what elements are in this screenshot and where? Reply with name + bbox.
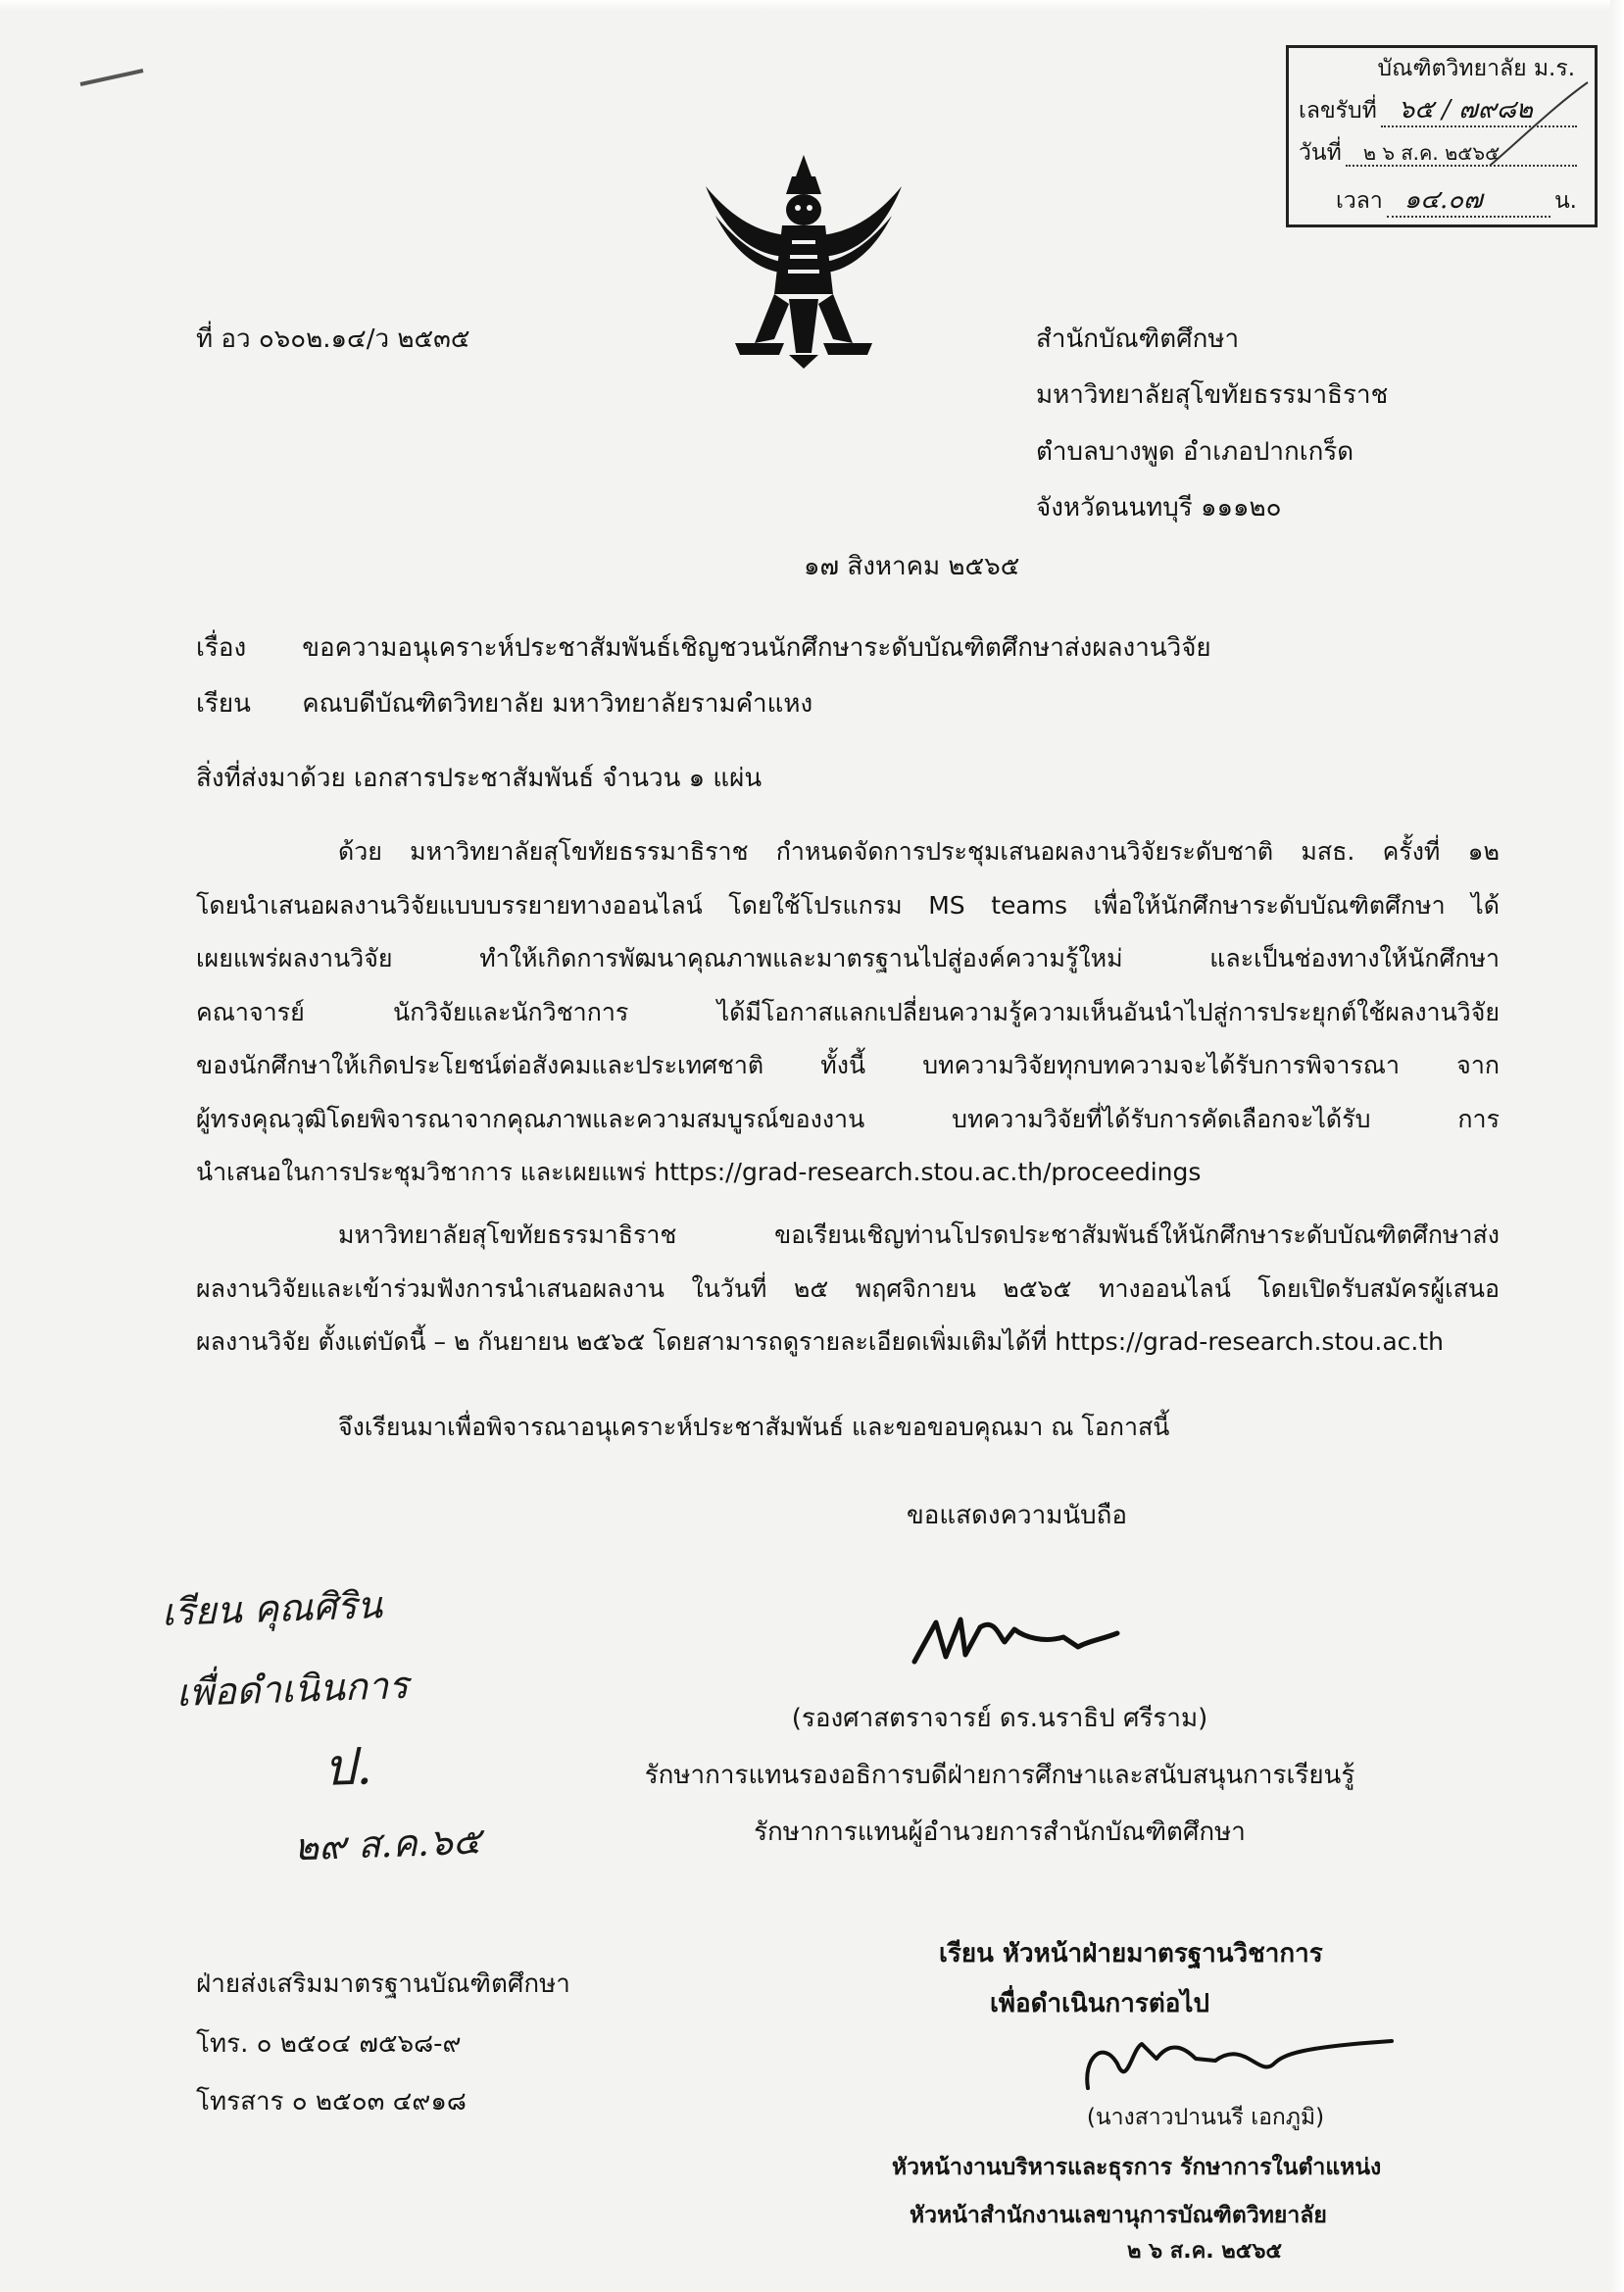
to-text: คณบดีบัณฑิตวิทยาลัย มหาวิทยาลัยรามคำแหง <box>302 689 813 719</box>
contact-department: ฝ่ายส่งเสริมมาตรฐานบัณฑิตศึกษา <box>196 1969 570 1999</box>
enclosure-line: สิ่งที่ส่งมาด้วย เอกสารประชาสัมพันธ์ จำนวน ๑ แผ่น <box>196 764 763 793</box>
staple-mark <box>78 67 147 88</box>
signer-signature <box>907 1608 1122 1676</box>
body-paragraph-2 <box>196 1209 1500 1370</box>
handwritten-note-initial: ป. <box>322 1737 373 1798</box>
closing-phrase: ขอแสดงความนับถือ <box>907 1501 1127 1530</box>
handwritten-note-line-1: เรียน คุณศิริน <box>161 1583 383 1634</box>
endorsement-line-2: เพื่อดำเนินการต่อไป <box>990 1989 1209 2018</box>
para1-line-2: โดยนำเสนอผลงานวิจัยแบบบรรยายทางออนไลน์ โดยใช้โปรแกรม MS teams เพื่อให้นักศึกษาระดับบัณฑิตศึกษา ได้ <box>196 890 1500 920</box>
sender-address-line-4: จังหวัดนนทบุรี ๑๑๑๒๐ <box>1036 493 1282 523</box>
sender-address-line-3: ตำบลบางพูด อำเภอปากเกร็ด <box>1036 437 1354 467</box>
scan-edge-top <box>0 0 1624 10</box>
letter-date: ๑๗ สิงหาคม ๒๕๖๕ <box>804 552 1020 581</box>
reference-number: ที่ อว ๐๖๐๒.๑๔/ว ๒๕๓๕ <box>196 324 470 354</box>
stamp-time-row <box>1336 185 1577 218</box>
body-paragraph-1 <box>196 825 1500 1200</box>
contact-phone: โทร. ๐ ๒๕๐๔ ๗๕๖๘-๙ <box>196 2029 462 2059</box>
closing-paragraph: จึงเรียนมาเพื่อพิจารณาอนุเคราะห์ประชาสัมพันธ์ และขอขอบคุณมา ณ โอกาสนี้ <box>338 1413 1170 1441</box>
stamp-time-value: ๑๔.๐๗ <box>1387 185 1550 218</box>
stamp-date-label: วันที่ <box>1299 140 1342 166</box>
para1-line-3: เผยแพร่ผลงานวิจัย ทำให้เกิดการพัฒนาคุณภาพและมาตรฐานไปสู่องค์ความรู้ใหม่ และเป็นช่องทางให้นักศึกษา <box>196 944 1500 972</box>
subject-line <box>196 627 1211 668</box>
stamp-time-unit: น. <box>1553 188 1577 214</box>
garuda-emblem-icon <box>696 147 911 369</box>
signer-title-1: รักษาการแทนรองอธิการบดีฝ่ายการศึกษาและสนับสนุนการเรียนรู้ <box>644 1761 1355 1790</box>
endorsement-date: ๒ ๖ ส.ค. ๒๕๖๕ <box>1127 2239 1283 2264</box>
endorser-title-2: หัวหน้าสำนักงานเลขานุการบัณฑิตวิทยาลัย <box>910 2203 1327 2228</box>
endorsement-line-1: เรียน หัวหน้าฝ่ายมาตรฐานวิชาการ <box>939 1939 1323 1968</box>
scan-edge-right <box>1610 0 1624 2292</box>
subject-text: ขอความอนุเคราะห์ประชาสัมพันธ์เชิญชวนนักศึกษาระดับบัณฑิตศึกษาส่งผลงานวิจัย <box>302 633 1211 663</box>
receiving-stamp <box>1286 45 1598 227</box>
stamp-title: บัณฑิตวิทยาลัย ม.ร. <box>1377 56 1575 81</box>
to-line <box>196 683 812 723</box>
to-label: เรียน <box>196 689 251 719</box>
endorser-name: (นางสาวปานนรี เอกภูมิ) <box>1086 2105 1325 2130</box>
para2-line-3: ผลงานวิจัย ตั้งแต่บัดนี้ – ๒ กันยายน ๒๕๖๕ โดยสามารถดูรายละเอียดเพิ่มเติมได้ที่ https://grad-research.stou.ac.th <box>196 1327 1444 1356</box>
stamp-time-label: เวลา <box>1336 188 1383 214</box>
para2-line-1: มหาวิทยาลัยสุโขทัยธรรมาธิราช ขอเรียนเชิญท่านโปรดประชาสัมพันธ์ให้นักศึกษาระดับบัณฑิตศึกษาส่ง <box>338 1221 1500 1249</box>
sender-address-line-2: มหาวิทยาลัยสุโขทัยธรรมาธิราช <box>1036 380 1389 410</box>
sender-address-line-1: สำนักบัณฑิตศึกษา <box>1036 324 1240 354</box>
stamp-received-label: เลขรับที่ <box>1299 98 1377 124</box>
endorser-signature <box>1078 2019 1402 2108</box>
para1-line-5: ของนักศึกษาให้เกิดประโยชน์ต่อสังคมและประเทศชาติ ทั้งนี้ บทความวิจัยทุกบทความจะได้รับการพิจารณา จาก <box>196 1051 1500 1079</box>
endorser-title-1: หัวหน้างานบริหารและธุรการ รักษาการในตำแหน่ง <box>892 2155 1382 2180</box>
para2-line-2: ผลงานวิจัยและเข้าร่วมฟังการนำเสนอผลงาน ในวันที่ ๒๕ พฤศจิกายน ๒๕๖๕ ทางออนไลน์ โดยเปิดรับสมัครผู้เสนอ <box>196 1273 1500 1303</box>
handwritten-note-line-2: เพื่อดำเนินการ <box>175 1663 410 1716</box>
stamp-received-value: ๖๕ / ๗๙๘๒ <box>1381 95 1577 127</box>
signer-name: (รองศาสตราจารย์ ดร.นราธิป ศรีราม) <box>791 1704 1208 1733</box>
stamp-date-value: ๒ ๖ ส.ค. ๒๕๖๕ <box>1346 141 1577 167</box>
signer-title-2: รักษาการแทนผู้อำนวยการสำนักบัณฑิตศึกษา <box>754 1818 1246 1847</box>
para1-line-4: คณาจารย์ นักวิจัยและนักวิชาการ ได้มีโอกาสแลกเปลี่ยนความรู้ความเห็นอันนำไปสู่การประยุกต์ใช้ผลงานวิจัย <box>196 997 1500 1026</box>
para1-line-6: ผู้ทรงคุณวุฒิโดยพิจารณาจากคุณภาพและความสมบูรณ์ของงาน บทความวิจัยที่ได้รับการคัดเลือกจะได้รับ การ <box>196 1104 1500 1133</box>
handwritten-note-date: ๒๙ ส.ค.๖๕ <box>293 1819 482 1869</box>
contact-fax: โทรสาร ๐ ๒๕๐๓ ๔๙๑๘ <box>196 2087 467 2117</box>
para1-line-1: ด้วย มหาวิทยาลัยสุโขทัยธรรมาธิราช กำหนดจัดการประชุมเสนอผลงานวิจัยระดับชาติ มสธ. ครั้งที่ ๑๒ <box>338 837 1500 866</box>
stamp-check-stroke <box>1485 77 1593 175</box>
para1-line-7: นำเสนอในการประชุมวิชาการ และเผยแพร่ https://grad-research.stou.ac.th/proceedings <box>196 1158 1202 1186</box>
subject-label: เรื่อง <box>196 633 247 663</box>
